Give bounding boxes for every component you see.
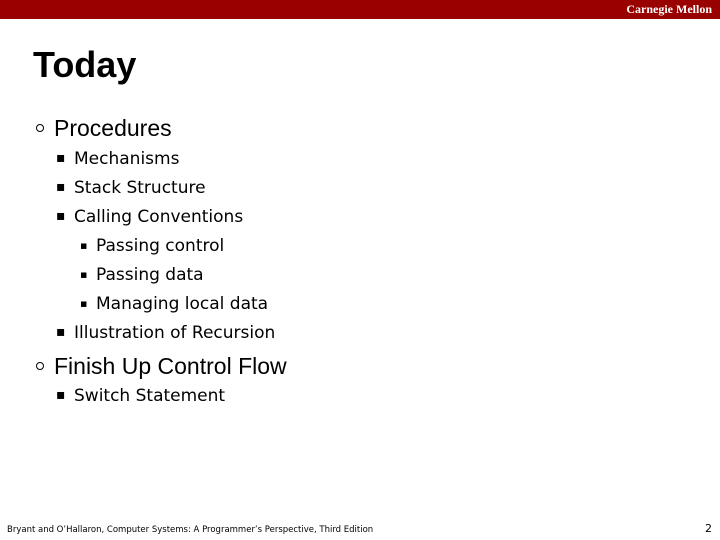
square-bullet-icon: ▪ [56, 324, 66, 340]
square-bullet-icon: ▪ [80, 268, 88, 281]
circle-bullet-icon [36, 362, 44, 370]
square-bullet-icon: ▪ [80, 297, 88, 310]
square-bullet-icon: ▪ [56, 150, 66, 166]
square-bullet-icon: ▪ [56, 208, 66, 224]
subitem-passing-control: Passing control [96, 236, 225, 256]
square-bullet-icon: ▪ [80, 239, 88, 252]
bullet-item-procedures: Procedures [54, 115, 172, 141]
square-bullet-icon: ▪ [56, 179, 66, 195]
subitem-calling-conventions: Calling Conventions [74, 207, 244, 227]
slide-title: Today [33, 44, 137, 85]
page-number: 2 [705, 522, 712, 535]
circle-bullet-icon [36, 124, 44, 132]
brand-label: Carnegie Mellon [626, 2, 712, 16]
subitem-stack-structure: Stack Structure [74, 178, 206, 198]
header-bar [0, 0, 720, 19]
square-bullet-icon: ▪ [56, 387, 66, 403]
subitem-passing-data: Passing data [96, 265, 204, 285]
subitem-illustration-of-recursion: Illustration of Recursion [74, 323, 276, 343]
subitem-managing-local-data: Managing local data [96, 294, 269, 314]
subitem-mechanisms: Mechanisms [74, 149, 180, 169]
subitem-switch-statement: Switch Statement [74, 386, 226, 406]
bullet-item-finish-control-flow: Finish Up Control Flow [54, 353, 287, 379]
footer-citation: Bryant and O’Hallaron, Computer Systems: A Programmer’s Perspective, Third Edition [7, 525, 374, 535]
